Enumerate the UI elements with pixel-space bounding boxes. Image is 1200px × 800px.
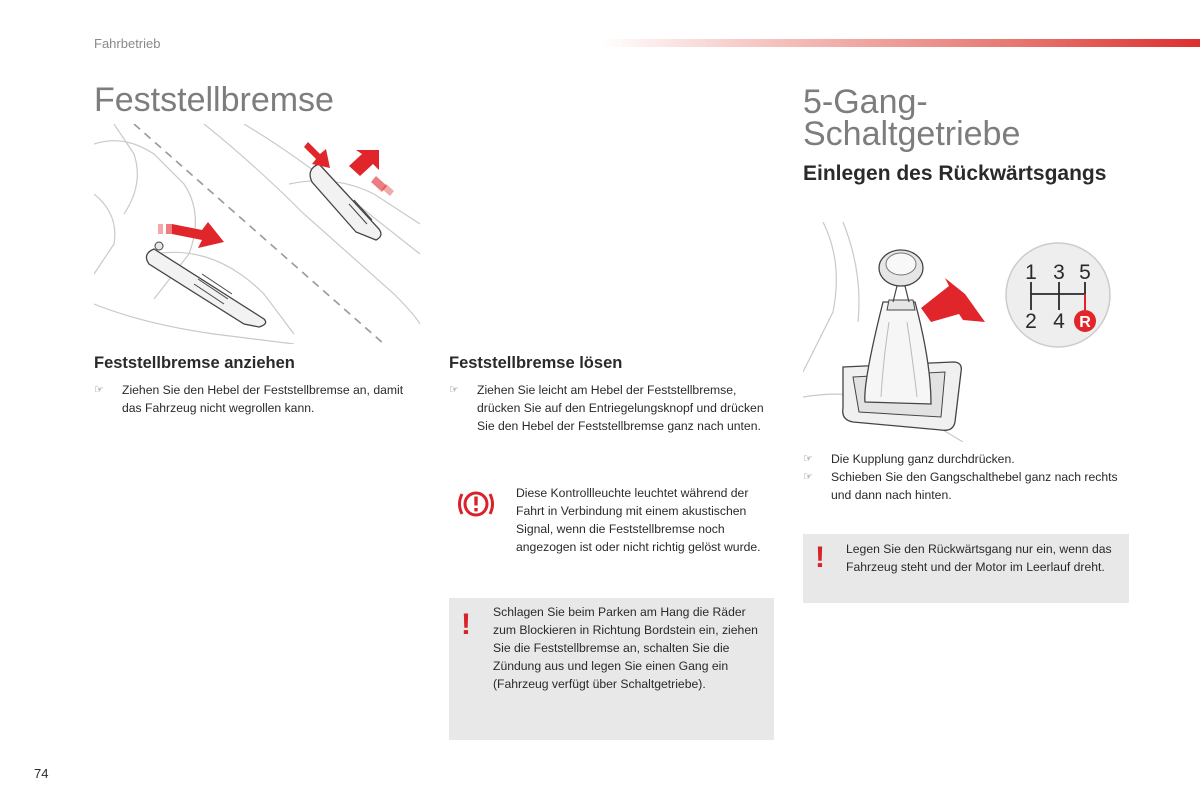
bullet-hand-icon: ☞	[803, 471, 813, 483]
release-bullet-list	[449, 381, 774, 435]
indicator-note: Diese Kontrollleuchte leuchtet während der Fahrt in Verbindung mit einem akustischen Signal, wenn die Feststellbremse noch angezogen ist oder nicht richtig gelöst wurde.	[516, 486, 761, 554]
page-title-parking-brake: Feststellbremse	[94, 81, 334, 119]
apply-bullet-text: Ziehen Sie den Hebel der Feststellbremse an, damit das Fahrzeug nicht wegrollen kann.	[122, 383, 404, 415]
release-heading: Feststellbremse lösen	[449, 354, 623, 372]
bullet-hand-icon: ☞	[449, 384, 459, 396]
header-accent-bar	[600, 39, 1200, 47]
gear-1: 1	[1025, 261, 1037, 284]
page-title-gearbox-line2: Schaltgetriebe	[803, 115, 1021, 153]
parking-brake-illustration	[94, 124, 420, 344]
page-title-gearbox-line1: 5-Gang-	[803, 83, 928, 121]
reverse-bullet-text-2: Schieben Sie den Gangschalthebel ganz nach rechts und dann nach hinten.	[831, 470, 1118, 502]
reverse-warning-text: Legen Sie den Rückwärtsgang nur ein, wenn das Fahrzeug steht und der Motor im Leerlauf dreht.	[846, 542, 1112, 574]
list-item	[449, 381, 774, 435]
reverse-bullet-text-1: Die Kupplung ganz durchdrücken.	[831, 452, 1015, 466]
bullet-hand-icon: ☞	[94, 384, 104, 396]
bullet-hand-icon: ☞	[803, 453, 813, 465]
gear-2: 2	[1025, 310, 1037, 333]
parking-brake-warning-icon	[456, 486, 496, 522]
list-item	[803, 468, 1123, 504]
apply-heading: Feststellbremse anziehen	[94, 354, 295, 372]
reverse-gear-subtitle: Einlegen des Rückwärtsgangs	[803, 162, 1107, 185]
gear-pattern-badge	[1003, 240, 1113, 350]
gear-3: 3	[1053, 261, 1065, 284]
apply-bullet-list	[94, 381, 414, 417]
reverse-bullet-list	[803, 450, 1123, 504]
gear-5: 5	[1079, 261, 1091, 284]
list-item	[803, 450, 1123, 468]
reverse-warning-box	[803, 534, 1129, 603]
section-label: Fahrbetrieb	[94, 36, 161, 51]
exclamation-icon: !	[461, 608, 471, 641]
gear-r: R	[1079, 314, 1091, 331]
page-number: 74	[34, 766, 49, 781]
release-bullet-text: Ziehen Sie leicht am Hebel der Feststellbremse, drücken Sie auf den Entriegelungsknopf und drücken Sie den Hebel der Feststellbremse ganz nach unten.	[477, 383, 764, 433]
list-item	[94, 381, 414, 417]
parking-warning-box	[449, 598, 774, 740]
exclamation-icon: !	[815, 541, 825, 574]
gear-4: 4	[1053, 310, 1065, 333]
parking-warning-text: Schlagen Sie beim Parken am Hang die Räder zum Blockieren in Richtung Bordstein ein, ziehen Sie die Feststellbremse an, schalten Sie die Zündung aus und legen Sie einen Gang ein (Fahrzeug verfügt über Schaltgetriebe).	[493, 605, 758, 691]
